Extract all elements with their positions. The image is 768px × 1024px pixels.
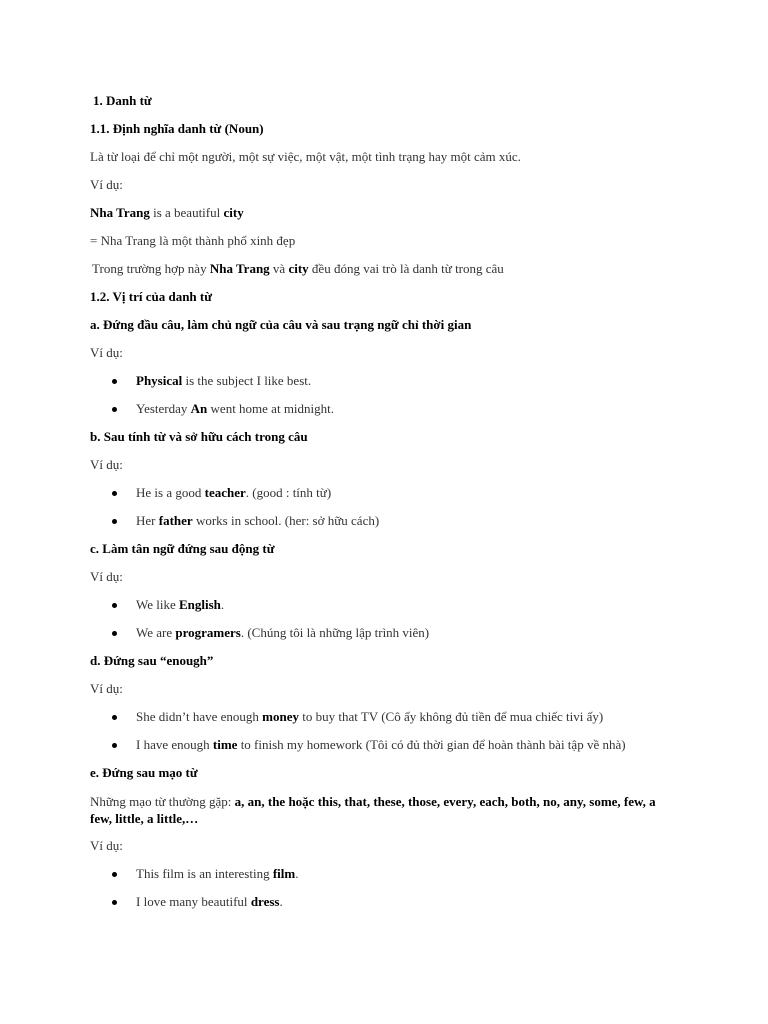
definition-text: Là từ loại để chỉ một người, một sự việc, một vật, một tình trạng hay một cảm xúc. — [90, 149, 521, 164]
position-heading-a: a. Đứng đầu câu, làm chủ ngữ của câu và sau trạng ngữ chỉ thời gian — [90, 317, 472, 332]
example-sentence — [90, 205, 244, 221]
noun-highlight: city — [288, 261, 309, 276]
text-part: He is a good — [136, 485, 205, 500]
articles-list: a, an, the hoặc this, that, these, those, every, each, both, no, any, some, few, a few, little, a little,… — [90, 794, 656, 826]
section-heading-1: 1. Danh từ — [93, 93, 152, 108]
example-label: Ví dụ: — [90, 569, 123, 584]
position-heading-d: d. Đứng sau “enough” — [90, 653, 214, 668]
text-part: This film is an interesting — [136, 866, 273, 881]
bullet-icon — [112, 743, 117, 748]
noun-highlight: programers — [175, 625, 241, 640]
text-part: to buy that TV (Cô ấy không đủ tiền để mua chiếc tivi ấy) — [298, 709, 604, 724]
text-part: . — [279, 894, 283, 909]
text-part: works in school. (her: sở hữu cách) — [192, 513, 380, 528]
text-part: I love many beautiful — [136, 894, 251, 909]
text-part: I have enough — [136, 737, 213, 752]
subsection-heading-1-2: 1.2. Vị trí của danh từ — [90, 289, 213, 304]
noun-highlight: Nha Trang — [90, 205, 150, 220]
text-part: . — [295, 866, 299, 881]
example-label: Ví dụ: — [90, 681, 123, 696]
noun-highlight: English — [179, 597, 221, 612]
example-label: Ví dụ: — [90, 457, 123, 472]
bullet-icon — [112, 379, 117, 384]
bullet-icon — [112, 900, 117, 905]
sentence-text: is a beautiful — [149, 205, 224, 220]
position-heading-e: e. Đứng sau mạo từ — [90, 765, 198, 780]
text-part: đều đóng vai trò là danh từ trong câu — [308, 261, 504, 276]
example-label: Ví dụ: — [90, 838, 123, 853]
list-item — [136, 597, 224, 613]
list-item — [136, 401, 334, 417]
text-part: She didn’t have enough — [136, 709, 263, 724]
text-part: . — [220, 597, 225, 612]
text-part: went home at midnight. — [207, 401, 335, 416]
noun-highlight: city — [223, 205, 244, 220]
position-heading-c: c. Làm tân ngữ đứng sau động từ — [90, 541, 275, 556]
text-part: Her — [136, 513, 159, 528]
text-part: is the subject I like best. — [182, 373, 312, 388]
noun-highlight: dress — [250, 894, 280, 909]
text-part: . (good : tính từ) — [245, 485, 332, 500]
bullet-icon — [112, 631, 117, 636]
text-part: We are — [136, 625, 176, 640]
noun-highlight: money — [262, 709, 299, 724]
noun-highlight: father — [158, 513, 193, 528]
bullet-icon — [112, 603, 117, 608]
bullet-icon — [112, 872, 117, 877]
common-articles-text — [90, 793, 670, 827]
noun-highlight: teacher — [204, 485, 246, 500]
explanation-text — [92, 261, 504, 277]
bullet-icon — [112, 491, 117, 496]
noun-highlight: Nha Trang — [209, 261, 270, 276]
list-item — [136, 737, 626, 753]
bullet-icon — [112, 519, 117, 524]
text-part: Yesterday — [136, 401, 191, 416]
text-part: và — [269, 261, 289, 276]
list-item — [136, 866, 298, 882]
subsection-heading-1-1: 1.1. Định nghĩa danh từ (Noun) — [90, 121, 264, 136]
text-part: We like — [136, 597, 179, 612]
noun-highlight: film — [272, 866, 296, 881]
text-part: to finish my homework (Tôi có đủ thời gian để hoàn thành bài tập về nhà) — [237, 737, 626, 752]
noun-highlight: Physical — [136, 373, 183, 388]
example-label: Ví dụ: — [90, 177, 123, 192]
position-heading-b: b. Sau tính từ và sở hữu cách trong câu — [90, 429, 308, 444]
list-item — [136, 709, 603, 725]
translation-text: = Nha Trang là một thành phố xinh đẹp — [90, 233, 296, 248]
noun-highlight: An — [190, 401, 208, 416]
text-part: Những mạo từ thường gặp: — [90, 794, 235, 809]
bullet-icon — [112, 407, 117, 412]
list-item — [136, 625, 429, 641]
text-part: . (Chúng tôi là những lập trình viên) — [240, 625, 430, 640]
noun-highlight: time — [212, 737, 238, 752]
example-label: Ví dụ: — [90, 345, 123, 360]
text-part: Trong trường hợp này — [92, 261, 210, 276]
list-item — [136, 373, 311, 389]
list-item — [136, 513, 379, 529]
bullet-icon — [112, 715, 117, 720]
list-item — [136, 894, 283, 910]
list-item — [136, 485, 331, 501]
